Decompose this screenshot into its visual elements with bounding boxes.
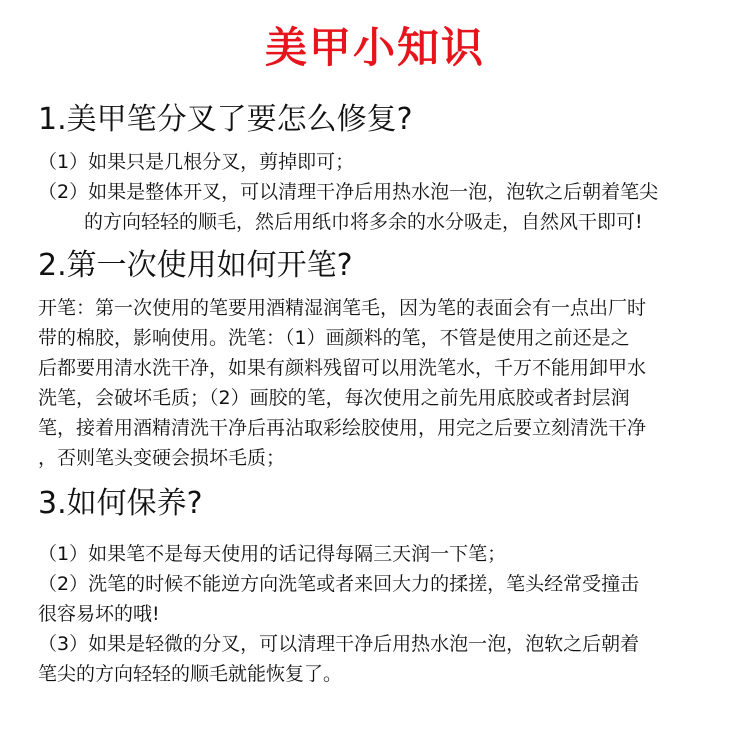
- section-2-line-2: 带的棉胶，影响使用。洗笔：（1）画颜料的笔，不管是使用之前还是之: [38, 327, 630, 349]
- section-3-line-1: （1）如果笔不是每天使用的话记得每隔三天润一下笔；: [38, 543, 507, 565]
- section-2-heading: 2.第一次使用如何开笔?: [38, 248, 353, 283]
- section-1-line-3: 的方向轻轻的顺毛，然后用纸巾将多余的水分吸走，自然风干即可!: [84, 211, 643, 233]
- section-2-line-3: 后都要用清水洗干净，如果有颜料残留可以用洗笔水，千万不能用卸甲水: [38, 357, 647, 379]
- section-2-line-5: 笔，接着用酒精清洗干净后再沾取彩绘胶使用，用完之后要立刻清洗干净: [38, 417, 647, 439]
- section-3-line-3: 很容易坏的哦!: [38, 603, 160, 625]
- section-3-line-2: （2）洗笔的时候不能逆方向洗笔或者来回大力的揉搓，笔头经常受撞击: [38, 573, 640, 595]
- section-3-heading: 3.如何保养?: [38, 486, 203, 521]
- section-2-line-6: ，否则笔头变硬会损坏毛质；: [38, 447, 286, 469]
- section-1-heading: 1.美甲笔分叉了要怎么修复?: [38, 102, 413, 137]
- page-title: 美甲小知识: [264, 23, 485, 72]
- section-1-line-1: （1）如果只是几根分叉，剪掉即可；: [38, 151, 355, 173]
- section-2-line-4: 洗笔，会破坏毛质；（2）画胶的笔，每次使用之前先用底胶或者封层润: [38, 387, 630, 409]
- section-3-line-5: 笔尖的方向轻轻的顺毛就能恢复了。: [38, 663, 343, 685]
- section-3-line-4: （3）如果是轻微的分叉，可以清理干净后用热水泡一泡，泡软之后朝着: [38, 633, 640, 655]
- section-2-line-1: 开笔：第一次使用的笔要用酒精湿润笔毛，因为笔的表面会有一点出厂时: [38, 297, 647, 319]
- section-1-line-2: （2）如果是整体开叉，可以清理干净后用热水泡一泡，泡软之后朝着笔尖: [38, 181, 659, 203]
